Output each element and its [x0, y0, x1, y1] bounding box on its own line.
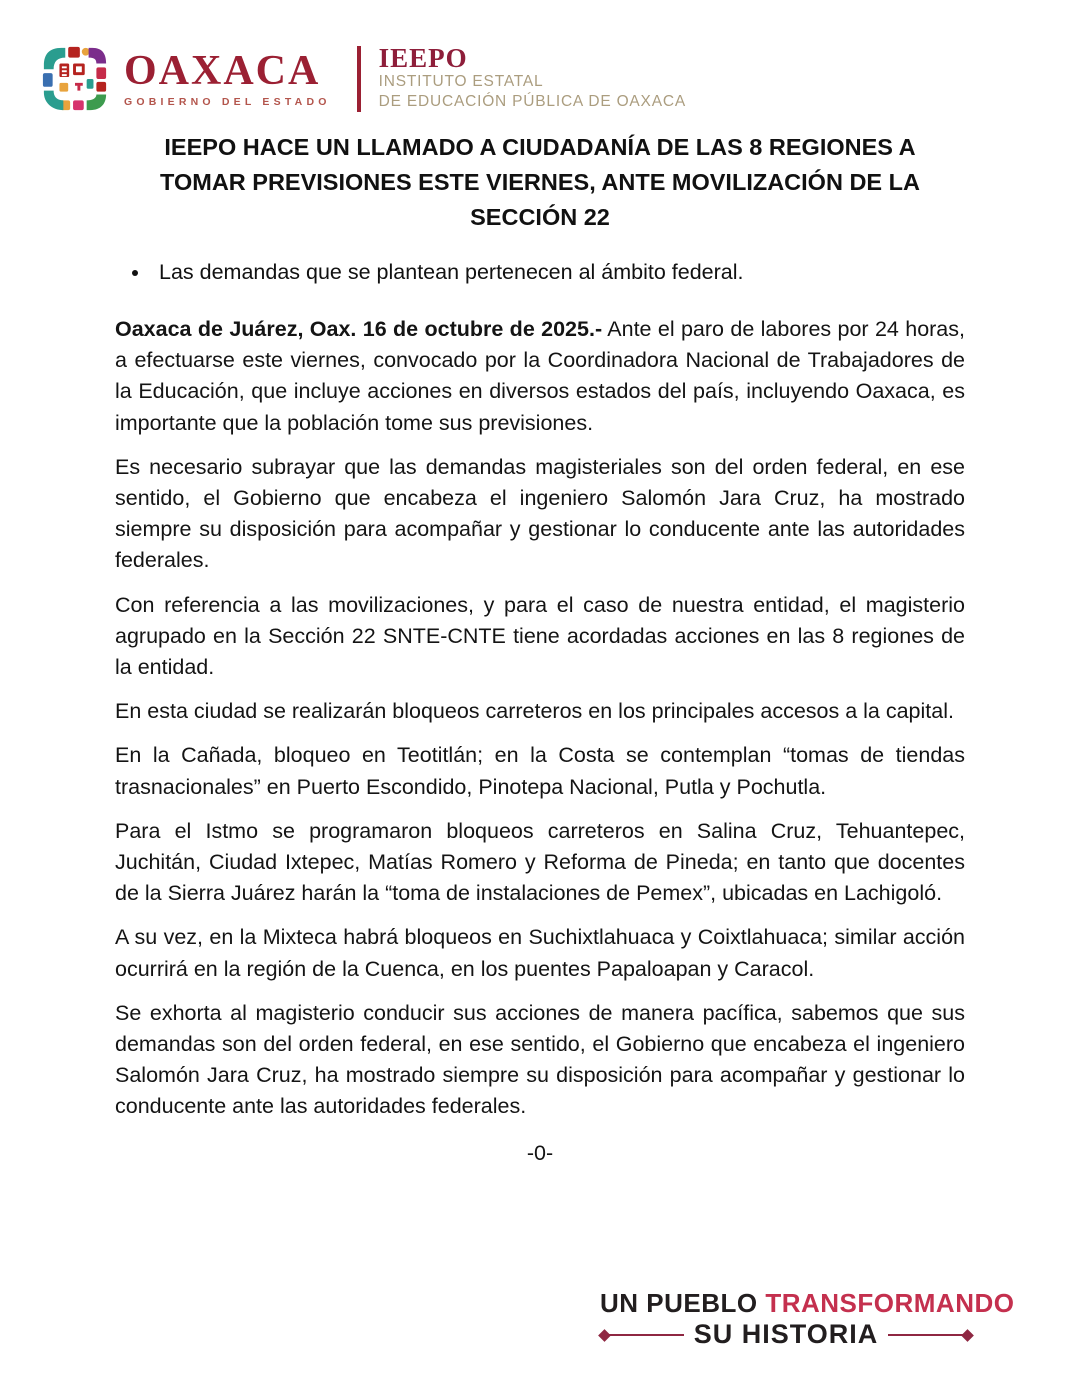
ieepo-acronym: IEEPO	[378, 43, 468, 73]
end-mark: -0-	[526, 1140, 554, 1165]
dateline: Oaxaca de Juárez, Oax. 16 de octubre de 2025.-	[115, 317, 603, 341]
bullet-point: • Las demandas que se plantean pertenecen al ámbito federal.	[151, 257, 965, 288]
header	[0, 0, 1080, 120]
oaxaca-wordmark: OAXACA	[124, 48, 321, 94]
document-title: IEEPO HACE UN LLAMADO A CIUDADANÍA DE LAS 8 REGIONES A TOMAR PREVISIONES ESTE VIERNES, ANTE MOVILIZACIÓN DE LA SECCIÓN 22	[160, 134, 920, 230]
oaxaca-logo-text	[124, 50, 331, 108]
ieepo-logo	[379, 44, 686, 111]
slogan-line2	[600, 1320, 972, 1350]
slogan-line1: UN PUEBLO TRANSFORMANDO	[600, 1287, 1015, 1318]
ieepo-name-line2: DE EDUCACIÓN PÚBLICA DE OAXACA	[378, 92, 686, 110]
rule-right	[888, 1334, 963, 1337]
slogan-transformando: TRANSFORMANDO	[765, 1287, 1015, 1318]
paragraph-3: Con referencia a las movilizaciones, y para el caso de nuestra entidad, el magisterio agrupado en la Sección 22 SNTE-CNTE tiene acordadas acciones en las 8 regiones de la entidad.	[115, 592, 965, 680]
oaxaca-logo	[40, 44, 331, 114]
slogan-su-historia: SU HISTORIA	[693, 1319, 879, 1350]
paragraph-1: Oaxaca de Juárez, Oax. 16 de octubre de 2025.- Ante el paro de labores por 24 horas, a efectuarse este viernes, convocado por la Coordinadora Nacional de Trabajadores de la Educación, que incluye acciones en diversos estados del país, incluyendo Oaxaca, es importante que la población tome sus previsiones.	[115, 317, 965, 435]
paragraph-5: En la Cañada, bloqueo en Teotitlán; en la Costa se contemplan “tomas de tiendas trasnacionales” en Puerto Escondido, Pinotepa Nacional, Putla y Pochutla.	[115, 743, 965, 799]
oaxaca-subtitle: GOBIERNO DEL ESTADO	[124, 96, 331, 108]
paragraph-7: A su vez, en la Mixteca habrá bloqueos en Suchixtlahuaca y Coixtlahuaca; similar acción ocurrirá en la región de la Cuenca, en los puentes Papaloapan y Caracol.	[115, 925, 965, 981]
highlight-list	[151, 257, 965, 288]
paragraph-2: Es necesario subrayar que las demandas magisteriales son del orden federal, en ese sentido, el Gobierno que encabeza el ingeniero Salomón Jara Cruz, ha mostrado siempre su disposición para acompañar y gestionar lo conducente ante las autoridades federales.	[115, 454, 965, 573]
header-divider	[357, 46, 361, 112]
footer-slogan	[600, 1287, 1015, 1350]
paragraph-8: Se exhorta al magisterio conducir sus acciones de manera pacífica, sabemos que sus demandas son del orden federal, en ese sentido, el Gobierno que encabeza el ingeniero Salomón Jara Cruz, ha mostrado siempre su disposición para acompañar y gestionar lo conducente ante las autoridades federales.	[115, 1000, 965, 1119]
diamond-right-icon	[961, 1329, 974, 1342]
rule-left	[609, 1334, 684, 1337]
paragraph-4: En esta ciudad se realizarán bloqueos carreteros en los principales accesos a la capital.	[115, 699, 954, 724]
oaxaca-emblem-icon	[40, 44, 110, 114]
document-body	[0, 120, 1080, 1166]
diamond-left-icon	[598, 1329, 611, 1342]
ieepo-name-line1: INSTITUTO ESTATAL	[378, 73, 544, 91]
paragraph-6: Para el Istmo se programaron bloqueos carreteros en Salina Cruz, Tehuantepec, Juchitán, Ciudad Ixtepec, Matías Romero y Reforma de Pineda; en tanto que docentes de la Sierra Juárez harán la “toma de instalaciones de Pemex”, ubicadas en Lachigoló.	[115, 818, 965, 906]
